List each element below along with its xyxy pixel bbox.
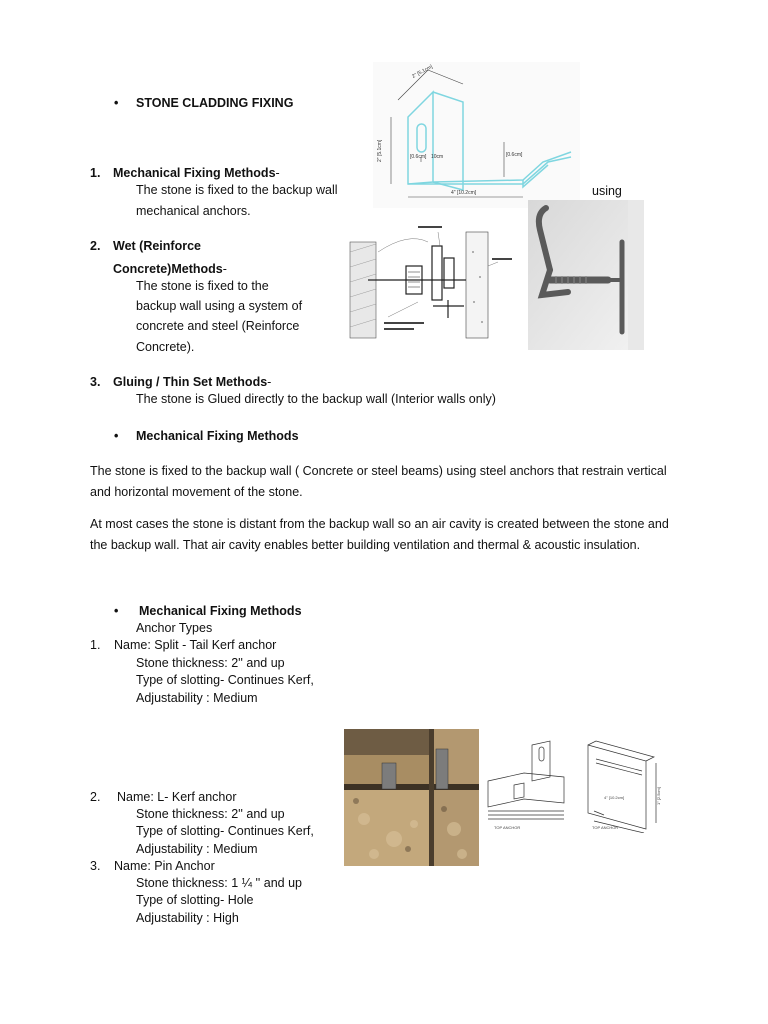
- kerf-dim-2: 1" [2.5cm]: [656, 787, 661, 805]
- kerf-label-right: TOP ANCHOR: [592, 825, 619, 830]
- method-2-line-4: Concrete).: [136, 340, 195, 354]
- anchor-1-slotting: Type of slotting- Continues Kerf,: [136, 673, 314, 687]
- section-2-bullet: •: [114, 429, 119, 443]
- section-2-paragraph-2: At most cases the stone is distant from the backup wall so an air cavity is created between the stone and the backup wall. That air cavity enables better building ventilation and thermal & acoustic insulation.: [90, 517, 669, 552]
- wet-fixing-section-drawing: [348, 222, 518, 340]
- method-2-title-line-1: Wet (Reinforce: [113, 239, 201, 253]
- bracket-dim-slot: [0.6cm]: [410, 154, 427, 160]
- angle-bracket-drawing: [373, 62, 580, 208]
- anchor-types-subtitle: Anchor Types: [136, 621, 213, 635]
- method-1-number: 1.: [90, 166, 101, 180]
- method-3-suffix: -: [267, 375, 272, 389]
- anchor-3-name: Name: Pin Anchor: [114, 859, 215, 873]
- kerf-anchor-drawings: [484, 733, 666, 833]
- method-1-heading: [113, 165, 280, 182]
- kerf-dim-1: 4" [10.2cm]: [604, 795, 625, 800]
- anchor-2-adjustability: Adjustability : Medium: [136, 842, 258, 856]
- anchor-2-name: Name: L- Kerf anchor: [117, 790, 237, 804]
- method-1-line-1: The stone is fixed to the backup wall: [136, 183, 338, 197]
- anchor-1-number: 1.: [90, 638, 101, 652]
- method-3-title: Gluing / Thin Set Methods: [113, 375, 268, 389]
- anchor-1-adjustability: Adjustability : Medium: [136, 691, 258, 705]
- section-3-title: Mechanical Fixing Methods: [139, 604, 302, 618]
- anchor-3-thickness: Stone thickness: 1 ¼ '' and up: [136, 876, 302, 890]
- method-1-line-2: mechanical anchors.: [136, 204, 251, 218]
- section-2-title: Mechanical Fixing Methods: [136, 429, 299, 443]
- method-1-suffix: -: [275, 166, 280, 180]
- section-2-paragraph-1: The stone is fixed to the backup wall ( Concrete or steel beams) using steel anchors that restrain vertical and horizontal movement of the stone.: [90, 464, 667, 499]
- anchor-2-slotting: Type of slotting- Continues Kerf,: [136, 824, 314, 838]
- anchor-3-number: 3.: [90, 859, 101, 873]
- anchor-3-slotting: Type of slotting- Hole: [136, 893, 254, 907]
- section-3-bullet: •: [114, 604, 119, 618]
- method-3-line-1: The stone is Glued directly to the backup wall (Interior walls only): [136, 392, 496, 406]
- method-3-heading: [113, 374, 271, 391]
- method-2-number: 2.: [90, 239, 101, 253]
- t-bolt-anchor-photo: [528, 200, 644, 350]
- kerf-label-left: TOP ANCHOR: [494, 825, 521, 830]
- anchor-2-thickness: Stone thickness: 2'' and up: [136, 807, 285, 821]
- page-title: STONE CLADDING FIXING: [136, 96, 294, 110]
- method-2-suffix: -: [222, 262, 227, 276]
- anchor-1-thickness: Stone thickness: 2'' and up: [136, 656, 285, 670]
- method-1-title: Mechanical Fixing Methods: [113, 166, 276, 180]
- anchor-1-name: Name: Split - Tail Kerf anchor: [114, 638, 277, 652]
- bracket-dim-right: [0.6cm]: [506, 152, 523, 158]
- split-tail-anchor-photo: [344, 729, 479, 866]
- bracket-dim-top: 2" [5.1cm]: [411, 63, 434, 80]
- heading-bullet: •: [114, 96, 119, 110]
- method-2-line-3: concrete and steel (Reinforce: [136, 319, 300, 333]
- method-3-number: 3.: [90, 375, 101, 389]
- bracket-dim-side: 2" [5.1cm]: [377, 139, 383, 162]
- method-2-title-line-2: Concrete)Methods: [113, 262, 223, 276]
- method-1-tail: using: [592, 184, 622, 198]
- method-2-line-2: backup wall using a system of: [136, 299, 303, 313]
- anchor-3-adjustability: Adjustability : High: [136, 911, 239, 925]
- anchor-2-number: 2.: [90, 790, 101, 804]
- method-2-heading-line-2: [113, 261, 227, 278]
- bracket-dim-bottom: 4" [10.2cm]: [451, 190, 477, 196]
- bracket-dim-slot-width: 10cm: [431, 154, 444, 160]
- method-2-line-1: The stone is fixed to the: [136, 279, 269, 293]
